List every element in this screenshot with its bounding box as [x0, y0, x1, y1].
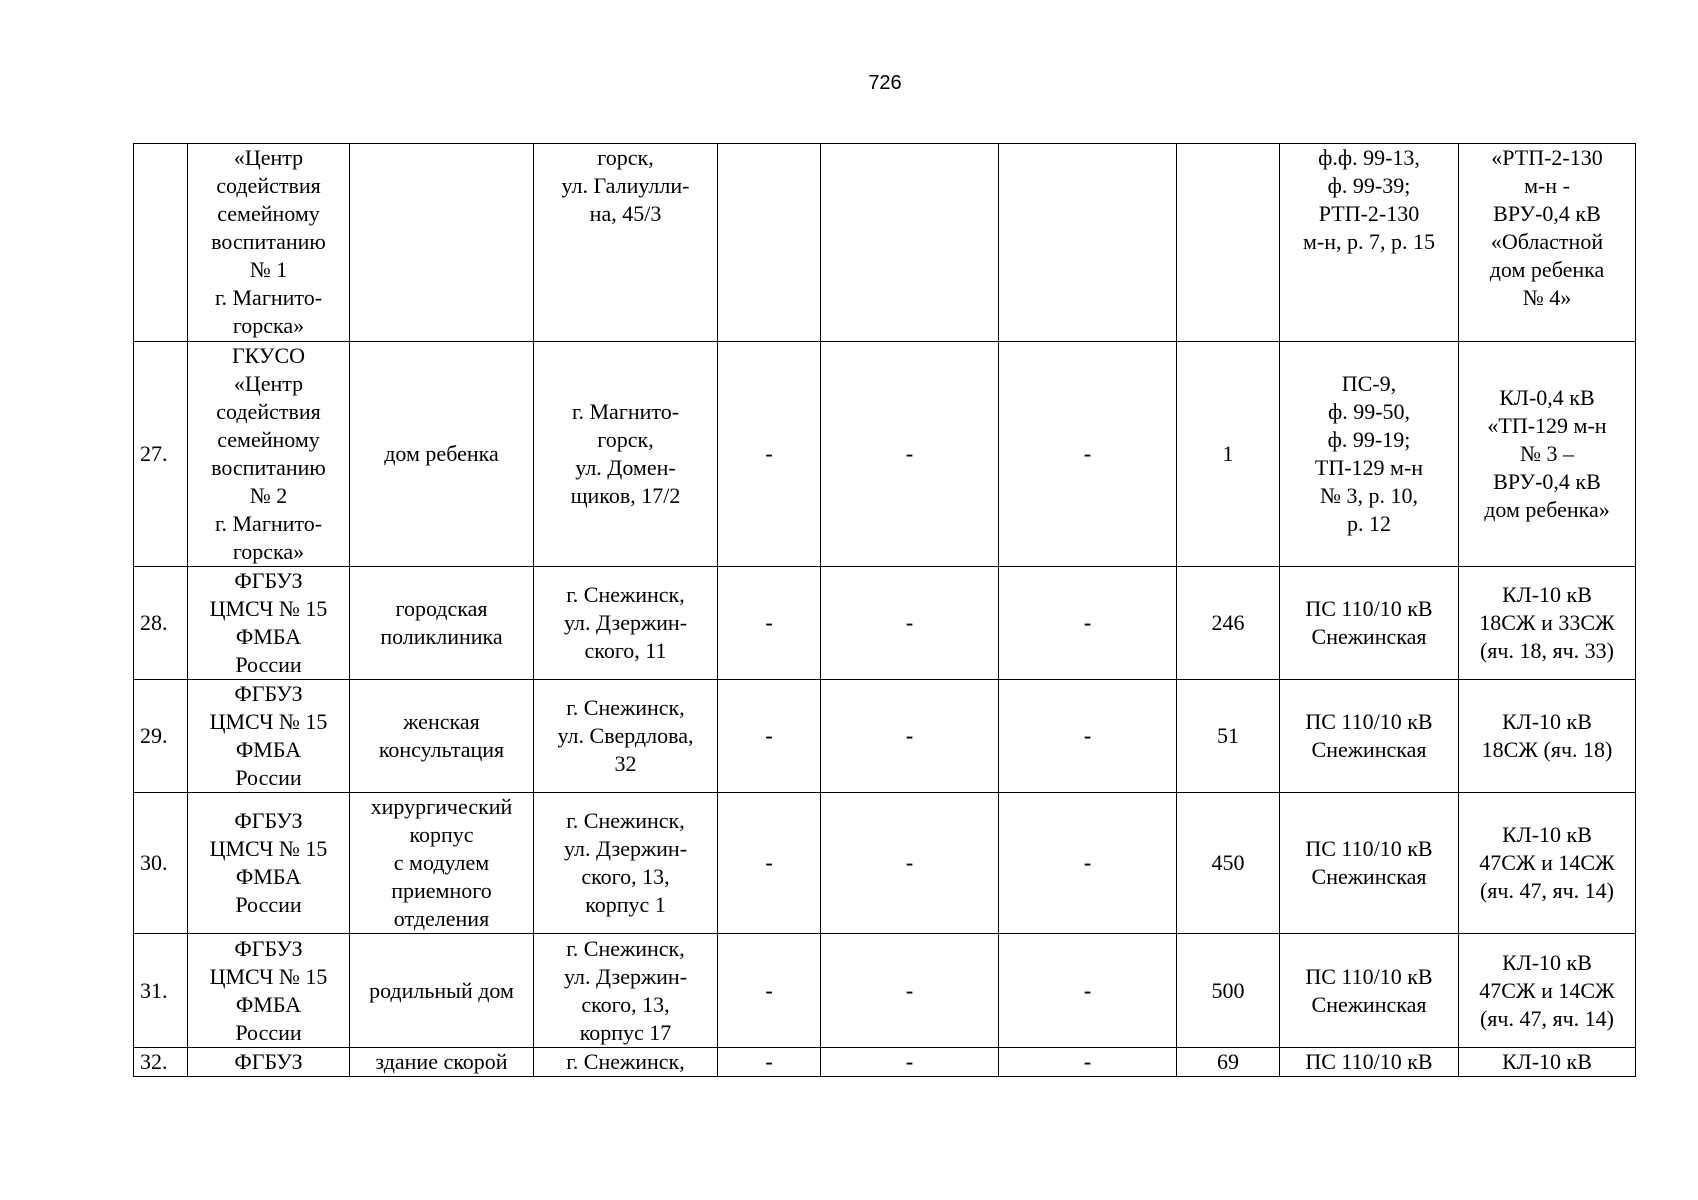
object-type: здание скорой	[350, 1048, 534, 1077]
power-source: ПС-9, ф. 99-50, ф. 99-19; ТП-129 м-н № 3, р. 10, р. 12	[1280, 342, 1459, 567]
table-row	[134, 144, 1636, 342]
value-col-8: 51	[1177, 680, 1280, 793]
table-row	[134, 342, 1636, 567]
value-col-7: -	[999, 934, 1177, 1048]
address: горск, ул. Галиулли- на, 45/3	[534, 144, 718, 342]
table-row	[134, 934, 1636, 1048]
object-type: хирургический корпус с модулем приемного отделения	[350, 793, 534, 934]
value-col-7: -	[999, 567, 1177, 680]
supply-line: КЛ-0,4 кВ «ТП-129 м-н № 3 – ВРУ-0,4 кВ дом ребенка»	[1459, 342, 1636, 567]
table-row	[134, 567, 1636, 680]
power-source: ПС 110/10 кВ Снежинская	[1280, 934, 1459, 1048]
supply-line: КЛ-10 кВ 47СЖ и 14СЖ (яч. 47, яч. 14)	[1459, 934, 1636, 1048]
address: г. Магнито- горск, ул. Домен- щиков, 17/2	[534, 342, 718, 567]
address: г. Снежинск, ул. Дзержин- ского, 11	[534, 567, 718, 680]
row-number: 30.	[134, 793, 188, 934]
object-type	[350, 144, 534, 342]
row-number: 32.	[134, 1048, 188, 1077]
value-col-8: 1	[1177, 342, 1280, 567]
object-type: дом ребенка	[350, 342, 534, 567]
value-col-5: -	[718, 567, 821, 680]
value-col-5: -	[718, 1048, 821, 1077]
value-col-7: -	[999, 680, 1177, 793]
value-col-6	[821, 144, 999, 342]
address: г. Снежинск, ул. Дзержин- ского, 13, корпус 17	[534, 934, 718, 1048]
data-table	[133, 143, 1636, 1077]
value-col-8: 450	[1177, 793, 1280, 934]
power-source: ПС 110/10 кВ	[1280, 1048, 1459, 1077]
value-col-6: -	[821, 680, 999, 793]
page-number: 726	[868, 72, 902, 94]
power-source: ПС 110/10 кВ Снежинская	[1280, 567, 1459, 680]
value-col-5: -	[718, 793, 821, 934]
organization-name: ГКУСО «Центр содействия семейному воспитанию № 2 г. Магнито- горска»	[188, 342, 350, 567]
value-col-8: 69	[1177, 1048, 1280, 1077]
row-number: 28.	[134, 567, 188, 680]
value-col-6: -	[821, 567, 999, 680]
value-col-5: -	[718, 934, 821, 1048]
row-number	[134, 144, 188, 342]
object-type: городская поликлиника	[350, 567, 534, 680]
value-col-5: -	[718, 342, 821, 567]
row-number: 29.	[134, 680, 188, 793]
supply-line: КЛ-10 кВ 18СЖ (яч. 18)	[1459, 680, 1636, 793]
value-col-7	[999, 144, 1177, 342]
address: г. Снежинск,	[534, 1048, 718, 1077]
power-source: ПС 110/10 кВ Снежинская	[1280, 793, 1459, 934]
organization-name: ФГБУЗ ЦМСЧ № 15 ФМБА России	[188, 680, 350, 793]
address: г. Снежинск, ул. Свердлова, 32	[534, 680, 718, 793]
table-row	[134, 793, 1636, 934]
value-col-8	[1177, 144, 1280, 342]
object-type: родильный дом	[350, 934, 534, 1048]
row-number: 31.	[134, 934, 188, 1048]
supply-line: КЛ-10 кВ 47СЖ и 14СЖ (яч. 47, яч. 14)	[1459, 793, 1636, 934]
organization-name: ФГБУЗ	[188, 1048, 350, 1077]
value-col-5	[718, 144, 821, 342]
power-source: ф.ф. 99-13, ф. 99-39; РТП-2-130 м-н, р. 7, р. 15	[1280, 144, 1459, 342]
organization-name: ФГБУЗ ЦМСЧ № 15 ФМБА России	[188, 567, 350, 680]
value-col-7: -	[999, 1048, 1177, 1077]
supply-line: КЛ-10 кВ	[1459, 1048, 1636, 1077]
organization-name: ФГБУЗ ЦМСЧ № 15 ФМБА России	[188, 934, 350, 1048]
table-row	[134, 680, 1636, 793]
supply-line: КЛ-10 кВ 18СЖ и 33СЖ (яч. 18, яч. 33)	[1459, 567, 1636, 680]
organization-name: «Центр содействия семейному воспитанию № 1 г. Магнито- горска»	[188, 144, 350, 342]
object-type: женская консультация	[350, 680, 534, 793]
supply-line: «РТП-2-130 м-н - ВРУ-0,4 кВ «Областной дом ребенка № 4»	[1459, 144, 1636, 342]
value-col-6: -	[821, 934, 999, 1048]
value-col-6: -	[821, 1048, 999, 1077]
table-row	[134, 1048, 1636, 1077]
address: г. Снежинск, ул. Дзержин- ского, 13, корпус 1	[534, 793, 718, 934]
power-source: ПС 110/10 кВ Снежинская	[1280, 680, 1459, 793]
row-number: 27.	[134, 342, 188, 567]
value-col-6: -	[821, 342, 999, 567]
organization-name: ФГБУЗ ЦМСЧ № 15 ФМБА России	[188, 793, 350, 934]
value-col-8: 500	[1177, 934, 1280, 1048]
value-col-8: 246	[1177, 567, 1280, 680]
value-col-7: -	[999, 793, 1177, 934]
value-col-5: -	[718, 680, 821, 793]
value-col-7: -	[999, 342, 1177, 567]
value-col-6: -	[821, 793, 999, 934]
